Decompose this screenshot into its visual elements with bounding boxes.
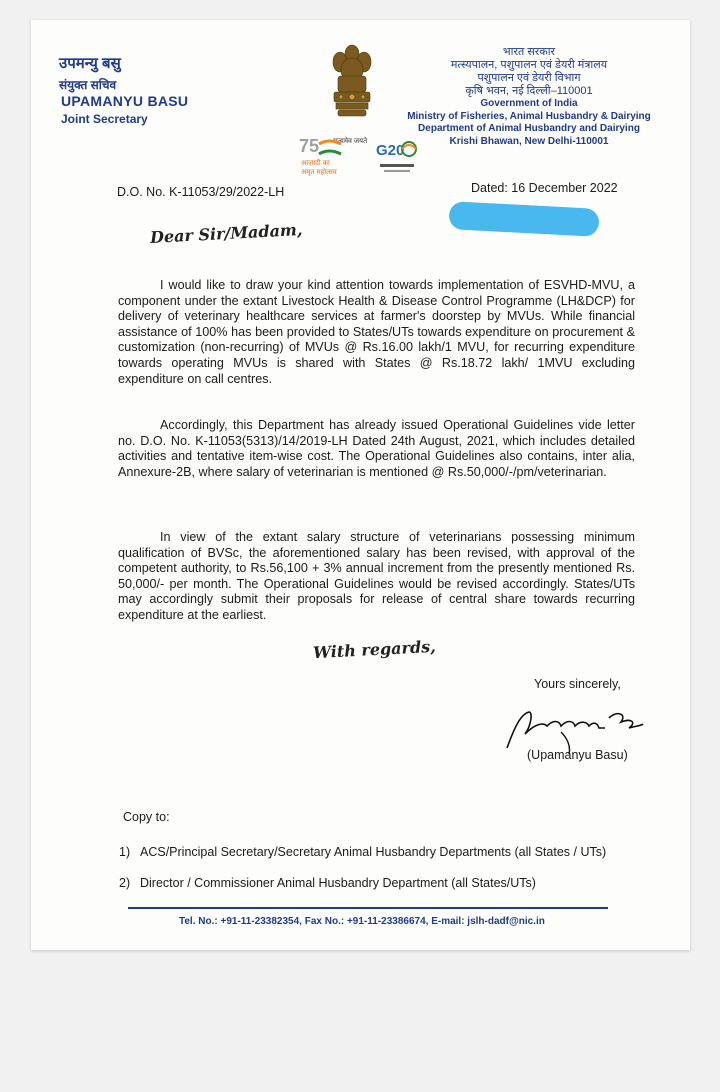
sender-designation-hindi: संयुक्त सचिव — [59, 78, 117, 92]
ministry-address-block — [404, 46, 654, 148]
redaction-mark — [448, 201, 599, 237]
g20-text: G20 — [376, 142, 405, 159]
ministry-line: मत्स्यपालन, पशुपालन एवं डेयरी मंत्रालय — [450, 59, 608, 71]
regards-handwritten: With regards, — [312, 636, 437, 663]
do-number: D.O. No. K-11053/29/2022-LH — [117, 185, 285, 199]
handwritten-signature — [501, 704, 646, 754]
ministry-line: भारत सरकार — [502, 46, 556, 58]
national-emblem-icon — [327, 42, 377, 137]
copy-to-label: Copy to: — [123, 810, 170, 824]
azadi-text-line2: अमृत महोत्सव — [301, 169, 337, 176]
copy-to-item: 2) Director / Commissioner Animal Husbandry Department (all States/UTs) — [119, 876, 536, 890]
ministry-line: Department of Animal Husbandry and Dairying — [418, 123, 640, 134]
copy-to-item: 1) ACS/Principal Secretary/Secretary Animal Husbandry Departments (all States / UTs) — [119, 845, 607, 859]
sender-name-english: UPAMANYU BASU — [61, 93, 189, 109]
salutation-handwritten: Dear Sir/Madam, — [149, 220, 303, 247]
ministry-line: Government of India — [480, 98, 578, 109]
footer-divider — [128, 907, 608, 909]
ministry-line: पशुपालन एवं डेयरी विभाग — [477, 72, 581, 84]
body-paragraph: Accordingly, this Department has already issued Operational Guidelines vide letter no. D.O. No. K-11053(5313)/14/2019-LH Dated 24th August, 2021, which includes detailed activities and tentative item-wise cost. The Operational Guidelines also contains, inter alia, Annexure-2B, where salary of veterinarian is mentioned @ Rs.50,000/-/pm/veterinarian. — [118, 418, 635, 479]
letter-page — [31, 20, 690, 950]
signatory-name: (Upamanyu Basu) — [527, 748, 628, 762]
svg-text:75: 75 — [299, 136, 320, 156]
azadi-amrit-mahotsav-logo — [297, 134, 357, 178]
azadi-text-line1: आज़ादी का — [301, 160, 330, 167]
sender-name-hindi: उपमन्यु बसु — [59, 55, 121, 72]
letter-date: Dated: 16 December 2022 — [471, 181, 618, 195]
body-paragraph: I would like to draw your kind attention towards implementation of ESVHD-MVU, a component under the extant Livestock Health & Disease Control Programme (LH&DCP) for delivery of veterinary healthcare services at farmer's doorstep by MVUs. While financial assistance of 100% has been provided to States/UTs towards expenditure on procurement & customization (non-recurring) of MVUs @ Rs.16.00 lakh/1 MVU, for recurring expenditure towards operating MVUs is shared with States @ Rs.18.72 lakh/ 1MVU excluding expenditure on call centres. — [118, 278, 635, 386]
emblem-motto: सत्यमेव जयते — [333, 138, 368, 145]
footer-contact: Tel. No.: +91-11-23382354, Fax No.: +91-11-23386674, E-mail: jslh-dadf@nic.in — [179, 916, 545, 927]
closing-line: Yours sincerely, — [534, 677, 621, 691]
body-paragraph: In view of the extant salary structure of veterinarians possessing minimum qualification of BVSc, the aforementioned salary has been revised, with approval of the competent authority, to Rs.56,100 + 3% annual increment from the presently mentioned Rs. 50,000/- per month. The Operational Guidelines would be revised accordingly. States/UTs may accordingly submit their proposals for release of central share towards recurring expenditure at the earliest. — [118, 530, 635, 622]
ministry-line: Ministry of Fisheries, Animal Husbandry & Dairying — [407, 110, 651, 122]
sender-designation-english: Joint Secretary — [61, 112, 148, 126]
ministry-line: कृषि भवन, नई दिल्ली–110001 — [465, 85, 593, 97]
ministry-line: Krishi Bhawan, New Delhi-110001 — [449, 135, 609, 147]
